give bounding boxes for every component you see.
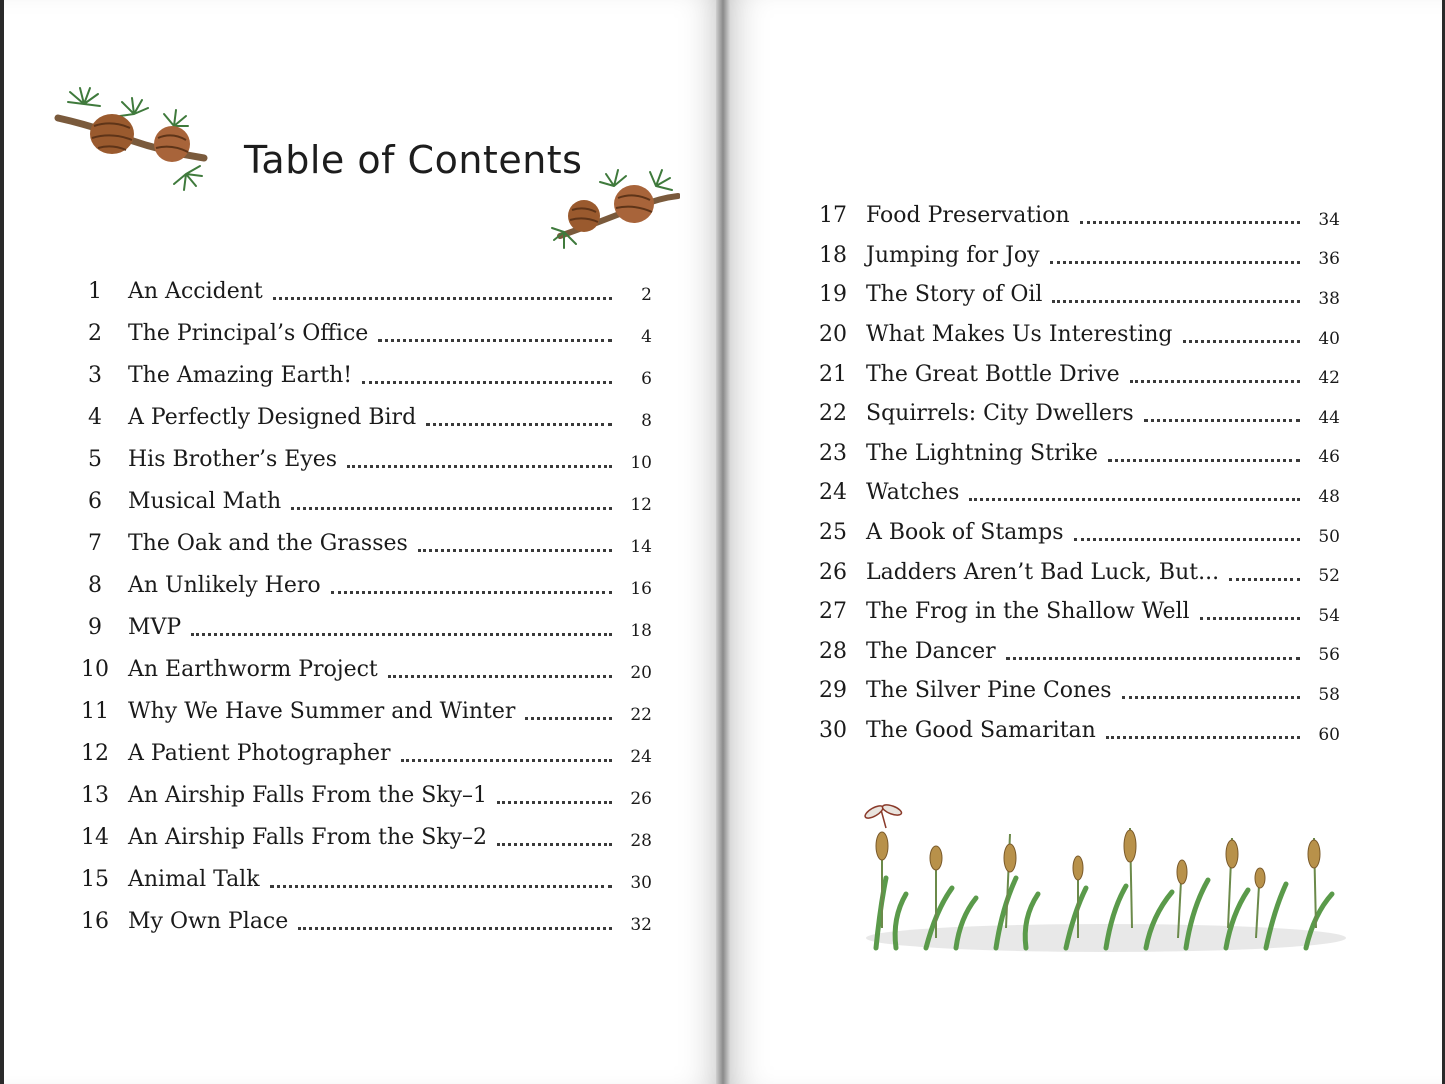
chapter-title: Watches [866, 480, 960, 506]
page-number: 40 [1318, 328, 1340, 349]
toc-list-left [62, 270, 652, 942]
toc-entry [62, 480, 652, 522]
page-number: 48 [1318, 486, 1340, 507]
toc-entry [814, 473, 1340, 513]
chapter-title: A Perfectly Designed Bird [128, 404, 417, 430]
chapter-title: Food Preservation [866, 203, 1070, 229]
toc-entry [62, 354, 652, 396]
dot-leader [1074, 536, 1300, 541]
dot-leader [1122, 694, 1300, 699]
chapter-title: His Brother’s Eyes [128, 446, 338, 472]
toc-entry [62, 606, 652, 648]
page-number: 22 [630, 705, 652, 725]
chapter-number: 11 [81, 698, 109, 724]
chapter-number: 17 [819, 203, 847, 229]
dot-leader [497, 799, 612, 804]
chapter-number: 28 [819, 638, 847, 664]
toc-entry [62, 522, 652, 564]
page-number: 52 [1318, 566, 1340, 587]
page-number: 24 [630, 747, 652, 767]
toc-entry [814, 196, 1340, 236]
chapter-title: The Oak and the Grasses [128, 530, 408, 556]
chapter-title: The Amazing Earth! [128, 362, 353, 388]
dot-leader [331, 589, 612, 594]
chapter-number: 23 [819, 440, 847, 466]
toc-entry [814, 394, 1340, 434]
chapter-title: Ladders Aren’t Bad Luck, But... [866, 559, 1220, 585]
chapter-number: 2 [88, 320, 102, 346]
page-number: 16 [630, 579, 652, 599]
chapter-title: MVP [128, 614, 182, 640]
chapter-title: A Patient Photographer [128, 740, 391, 766]
toc-entry [814, 592, 1340, 632]
page-number: 20 [630, 663, 652, 683]
toc-entry [814, 632, 1340, 672]
toc-entry [814, 434, 1340, 474]
dot-leader [1130, 378, 1300, 383]
dot-leader [362, 379, 612, 384]
dot-leader [497, 841, 612, 846]
pine-cone-branch-icon [550, 166, 680, 252]
page-number: 58 [1318, 684, 1340, 705]
dot-leader [273, 295, 612, 300]
page-number: 32 [630, 915, 652, 935]
toc-entry [62, 900, 652, 942]
page-number: 50 [1318, 526, 1340, 547]
toc-entry [62, 438, 652, 480]
toc-entry [814, 315, 1340, 355]
cattail-reeds-dragonfly-icon [856, 798, 1356, 958]
chapter-number: 14 [81, 824, 109, 850]
chapter-number: 16 [81, 908, 109, 934]
chapter-title: Animal Talk [128, 866, 260, 892]
toc-entry [62, 858, 652, 900]
chapter-title: Why We Have Summer and Winter [128, 698, 516, 724]
chapter-title: Musical Math [128, 488, 282, 514]
toc-entry [814, 671, 1340, 711]
dot-leader [298, 925, 612, 930]
page-number: 14 [630, 537, 652, 557]
chapter-number: 9 [88, 614, 102, 640]
page-number: 34 [1318, 209, 1340, 230]
dot-leader [347, 463, 612, 468]
toc-entry [62, 396, 652, 438]
page-number: 38 [1318, 288, 1340, 309]
dot-leader [1200, 615, 1300, 620]
toc-entry [814, 513, 1340, 553]
chapter-title: An Airship Falls From the Sky–2 [128, 824, 488, 850]
page-title: Table of Contents [244, 138, 583, 182]
dot-leader [1050, 259, 1300, 264]
dot-leader [426, 421, 612, 426]
chapter-title: My Own Place [128, 908, 289, 934]
page-number: 6 [641, 369, 652, 389]
toc-entry [62, 816, 652, 858]
pine-cone-branch-icon [54, 86, 214, 196]
chapter-title: A Book of Stamps [866, 520, 1064, 546]
dot-leader [418, 547, 612, 552]
chapter-number: 8 [88, 572, 102, 598]
toc-list-right [814, 196, 1340, 750]
chapter-number: 5 [88, 446, 102, 472]
chapter-number: 12 [81, 740, 109, 766]
chapter-number: 19 [819, 282, 847, 308]
chapter-title: An Accident [128, 278, 263, 304]
chapter-number: 24 [819, 480, 847, 506]
chapter-number: 30 [819, 718, 847, 744]
page-number: 18 [630, 621, 652, 641]
page-number: 36 [1318, 249, 1340, 270]
toc-entry [62, 312, 652, 354]
toc-entry [62, 648, 652, 690]
chapter-title: What Makes Us Interesting [866, 322, 1173, 348]
dot-leader [969, 496, 1300, 501]
chapter-number: 4 [88, 404, 102, 430]
dot-leader [1052, 298, 1300, 303]
dot-leader [1144, 417, 1300, 422]
chapter-title: The Silver Pine Cones [866, 678, 1112, 704]
dot-leader [1106, 734, 1300, 739]
toc-entry [814, 275, 1340, 315]
chapter-title: The Good Samaritan [866, 718, 1096, 744]
page-number: 2 [641, 285, 652, 305]
dot-leader [1229, 576, 1300, 581]
dot-leader [191, 631, 612, 636]
toc-entry [814, 552, 1340, 592]
page-number: 42 [1318, 368, 1340, 389]
chapter-number: 6 [88, 488, 102, 514]
toc-entry [62, 564, 652, 606]
chapter-title: The Frog in the Shallow Well [866, 599, 1190, 625]
dot-leader [1183, 338, 1300, 343]
dot-leader [1080, 219, 1300, 224]
chapter-number: 27 [819, 599, 847, 625]
chapter-number: 21 [819, 361, 847, 387]
toc-entry [814, 354, 1340, 394]
chapter-title: The Story of Oil [866, 282, 1043, 308]
chapter-number: 3 [88, 362, 102, 388]
toc-entry [814, 711, 1340, 751]
page-number: 12 [630, 495, 652, 515]
page-number: 8 [641, 411, 652, 431]
page-number: 28 [630, 831, 652, 851]
chapter-number: 18 [819, 242, 847, 268]
dot-leader [401, 757, 612, 762]
toc-entry [62, 270, 652, 312]
chapter-number: 13 [81, 782, 109, 808]
chapter-number: 1 [88, 278, 102, 304]
chapter-title: The Principal’s Office [128, 320, 369, 346]
chapter-title: An Airship Falls From the Sky–1 [128, 782, 488, 808]
dot-leader [388, 673, 612, 678]
chapter-title: The Dancer [866, 638, 996, 664]
chapter-title: The Great Bottle Drive [866, 361, 1120, 387]
toc-entry [62, 774, 652, 816]
toc-entry [62, 732, 652, 774]
chapter-title: Jumping for Joy [866, 242, 1040, 268]
dot-leader [378, 337, 612, 342]
page-number: 30 [630, 873, 652, 893]
chapter-number: 7 [88, 530, 102, 556]
chapter-number: 25 [819, 520, 847, 546]
page-number: 26 [630, 789, 652, 809]
chapter-number: 22 [819, 401, 847, 427]
toc-entry [814, 236, 1340, 276]
chapter-number: 26 [819, 559, 847, 585]
dot-leader [270, 883, 612, 888]
chapter-number: 15 [81, 866, 109, 892]
book-spine [716, 0, 730, 1084]
toc-entry [62, 690, 652, 732]
page-number: 44 [1318, 407, 1340, 428]
chapter-number: 10 [81, 656, 109, 682]
chapter-title: Squirrels: City Dwellers [866, 401, 1134, 427]
page-number: 56 [1318, 645, 1340, 666]
page-number: 46 [1318, 447, 1340, 468]
page-number: 54 [1318, 605, 1340, 626]
chapter-title: An Unlikely Hero [128, 572, 321, 598]
dot-leader [1108, 457, 1300, 462]
chapter-title: The Lightning Strike [866, 440, 1098, 466]
chapter-number: 20 [819, 322, 847, 348]
dot-leader [1006, 655, 1300, 660]
page-number: 60 [1318, 724, 1340, 745]
chapter-title: An Earthworm Project [128, 656, 378, 682]
page-number: 4 [641, 327, 652, 347]
dot-leader [525, 715, 612, 720]
chapter-number: 29 [819, 678, 847, 704]
page-number: 10 [630, 453, 652, 473]
dot-leader [291, 505, 612, 510]
